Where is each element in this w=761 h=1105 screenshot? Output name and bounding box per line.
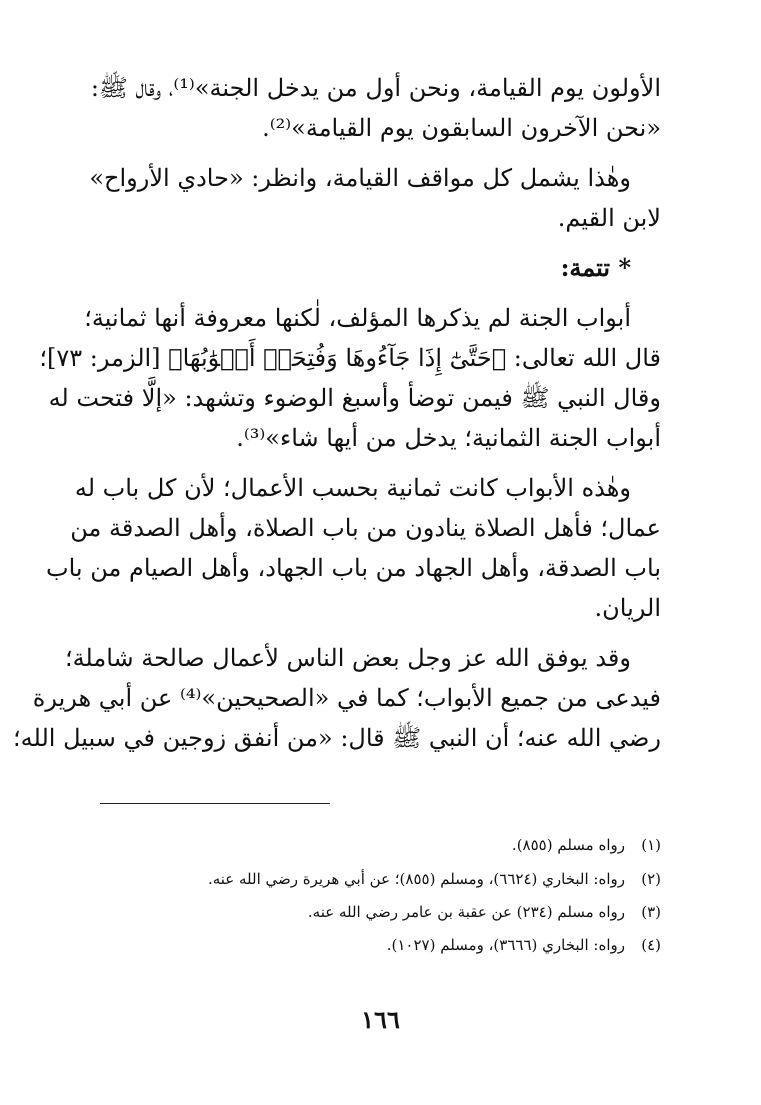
footnote-separator xyxy=(100,803,330,804)
body-line-15: فيدعى من جميع الأبواب؛ كما في «الصحيحين»⁽⁴⁾ عن أبي هريرة xyxy=(32,684,661,712)
body-line-11: عمال؛ فأهل الصلاة ينادون من باب الصلاة، وأهل الصدقة من xyxy=(70,514,661,542)
footnote-text: رواه: البخاري (٦٦٢٤)، ومسلم (٨٥٥)؛ عن أبي هريرة رضي الله عنه. xyxy=(207,870,625,888)
body-line-1: الأولون يوم القيامة، ونحن أول من يدخل الجنة»⁽¹⁾، وقال ﷺ: xyxy=(90,74,661,102)
body-line-8: وقال النبي ﷺ فيمن توضأ وأسبغ الوضوء وتشهد: «إلَّا فتحت له xyxy=(48,384,661,412)
body-line-4: لابن القيم. xyxy=(557,204,661,232)
section-heading-tatimma: * تتمة: xyxy=(560,253,631,282)
body-line-2: «نحن الآخرون السابقون يوم القيامة»⁽²⁾. xyxy=(262,114,661,142)
body-line-9: أبواب الجنة الثمانية؛ يدخل من أيها شاء»⁽³⁾. xyxy=(236,424,661,452)
page-number: ١٦٦ xyxy=(361,1005,400,1034)
body-line-6: أبواب الجنة لم يذكرها المؤلف، لٰكنها معروفة أنها ثمانية؛ xyxy=(84,304,631,332)
footnote-3 xyxy=(99,899,661,925)
body-line-3: وهٰذا يشمل كل مواقف القيامة، وانظر: «حادي الأرواح» xyxy=(89,164,631,192)
footnote-text: رواه: البخاري (٣٦٦٦)، ومسلم (١٠٢٧). xyxy=(386,936,625,954)
body-line-12: باب الصدقة، وأهل الجهاد من باب الجهاد، وأهل الصيام من باب xyxy=(46,554,661,582)
footnote-number: (٤) xyxy=(641,936,661,954)
body-line-10: وهٰذه الأبواب كانت ثمانية بحسب الأعمال؛ لأن كل باب له xyxy=(74,474,631,502)
body-line-7: قال الله تعالى: ﴿حَتَّىٰٓ إِذَا جَآءُوهَا وَفُتِحَتۡ أَبۡوَٰبُهَا﴾ [الزمر: ٧٣]؛ xyxy=(39,344,661,372)
footnote-text: رواه مسلم (٢٣٤) عن عقبة بن عامر رضي الله عنه. xyxy=(307,903,625,921)
footnote-number: (٢) xyxy=(641,870,661,888)
body-line-13: الريان. xyxy=(594,594,661,622)
body-line-16: رضي الله عنه؛ أن النبي ﷺ قال: «من أنفق زوجين في سبيل الله؛ xyxy=(13,724,661,752)
body-line-14: وقد يوفق الله عز وجل بعض الناس لأعمال صالحة شاملة؛ xyxy=(64,644,631,672)
footnote-number: (٣) xyxy=(641,903,661,921)
footnote-4 xyxy=(99,932,661,958)
footnote-1 xyxy=(99,832,661,858)
footnote-2 xyxy=(99,866,661,892)
footnote-text: رواه مسلم (٨٥٥). xyxy=(511,836,625,854)
footnote-number: (١) xyxy=(641,836,661,854)
